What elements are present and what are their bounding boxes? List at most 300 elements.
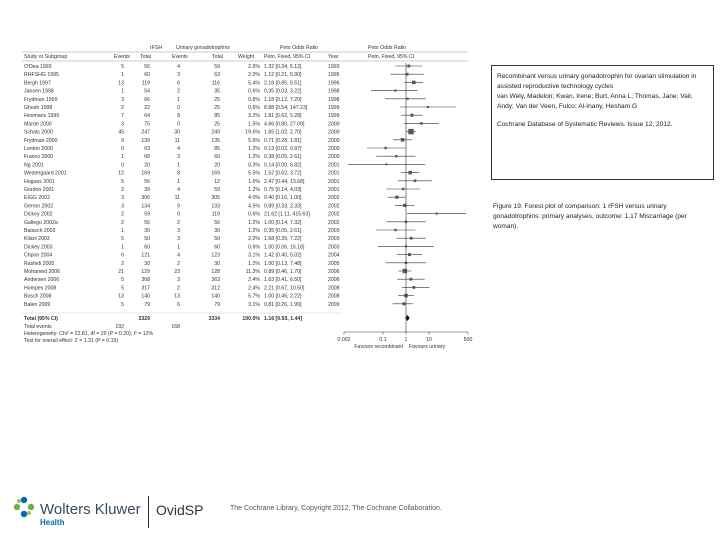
total1-cell: 134 [141, 203, 150, 210]
weight-cell: 4.5% [248, 203, 260, 210]
footer-divider [148, 496, 149, 528]
total2-cell: 56 [214, 219, 220, 226]
product-name: OvidSP [156, 502, 204, 518]
header-method2: Peto, Fixed, 95% CI [368, 54, 415, 60]
header-group1: rFSH [150, 45, 163, 51]
figure-caption: Figure 19. Forest plot of comparison: 1 rFSH versus urinary gonadotrophins: primary analyses, outcome: 1.17 Miscarriage (per woman). [493, 203, 687, 230]
axis-tick-label: 500 [463, 337, 473, 343]
events1-cell: 1 [121, 228, 124, 234]
total2-cell: 363 [211, 277, 220, 284]
header-or2: Peto Odds Ratio [368, 45, 407, 51]
study-name: Gordon 2001 [24, 187, 55, 193]
weight-cell: 1.2% [248, 228, 260, 234]
study-name: Dickey 2002 [24, 211, 53, 218]
ci-cell: 0.35 [0.03, 3.22] [264, 88, 302, 95]
study-row [24, 277, 340, 283]
year-cell: 2003 [328, 236, 340, 243]
weight-cell: 0.6% [248, 105, 260, 111]
study-name: Rashidi 2005 [24, 260, 55, 267]
weight-cell: 1.5% [248, 121, 260, 128]
study-row [24, 97, 340, 103]
ci-cell: 8.88 [0.54, 147.23] [264, 105, 308, 111]
events1-cell: 5 [121, 285, 124, 292]
citation-box [491, 65, 714, 180]
year-cell: 2003 [328, 228, 340, 234]
study-row [24, 203, 340, 209]
brand-name: Wolters Kluwer [40, 501, 141, 518]
events1-cell: 3 [121, 203, 124, 210]
total2-cell: 128 [211, 269, 220, 275]
ci-cell: 1.00 [0.14, 7.32] [264, 219, 302, 226]
total2-cell: 30 [214, 260, 220, 267]
study-name: Andersen 2006 [24, 277, 60, 284]
header-events1: Events [114, 54, 130, 60]
total1-cell: 306 [141, 195, 150, 202]
total1-cell: 56 [144, 219, 150, 226]
study-row [24, 261, 340, 267]
total2-cell: 79 [214, 301, 220, 308]
total-events1: 192 [115, 324, 124, 330]
events2-cell: 4 [177, 64, 180, 70]
study-row [24, 89, 340, 95]
events2-cell: 9 [177, 203, 180, 210]
events1-cell: 7 [121, 113, 124, 120]
total1-cell: 68 [144, 154, 150, 161]
year-cell: 2001 [328, 162, 340, 169]
study-name: Westergaard 2001 [24, 170, 67, 177]
ci-cell: 1.65 [1.02, 2.70] [264, 129, 302, 136]
total-events2: 168 [171, 324, 180, 330]
overall-effect-text: Test for overall effect: Z = 1.31 (P = 0.19) [24, 338, 119, 344]
weight-cell: 0.3% [248, 162, 260, 169]
study-row [24, 195, 340, 201]
study-row [24, 72, 340, 78]
events2-cell: 3 [177, 277, 180, 284]
year-cell: 2000 [328, 129, 340, 136]
study-name: RHFSHG 1995 [24, 72, 59, 79]
study-name: Ghosh 1998 [24, 105, 53, 111]
ci-cell: 1.18 [0.12, 7.20] [264, 96, 302, 103]
year-cell: 2006 [328, 269, 340, 275]
study-row [24, 113, 340, 119]
year-cell: 2003 [328, 244, 340, 251]
header-method1: Peto, Fixed, 95% CI [264, 54, 311, 60]
total2-cell: 60 [214, 154, 220, 161]
weight-cell: 0.6% [248, 211, 260, 218]
total2-value: 3334 [208, 316, 220, 322]
total1-cell: 169 [141, 170, 150, 177]
total1-cell: 64 [144, 113, 150, 120]
events2-cell: 3 [177, 228, 180, 234]
total2-cell: 35 [214, 88, 220, 95]
total2-cell: 25 [214, 121, 220, 128]
events2-cell: 4 [177, 187, 180, 193]
events2-cell: 11 [174, 195, 180, 202]
weight-cell: 5.7% [248, 293, 260, 300]
total2-cell: 50 [214, 236, 220, 243]
year-cell: 2002 [328, 211, 340, 218]
study-square [402, 302, 405, 305]
events2-cell: 8 [177, 113, 180, 120]
events2-cell: 0 [177, 121, 180, 128]
year-cell: 2008 [328, 293, 340, 300]
study-square [407, 98, 409, 100]
study-square [394, 90, 396, 92]
study-name: Hompes 2008 [24, 285, 57, 292]
study-row [24, 80, 340, 86]
study-square [407, 65, 410, 68]
events2-cell: 23 [174, 269, 180, 275]
study-name: Dickey 2003 [24, 244, 53, 251]
total1-value: 3329 [138, 316, 150, 322]
events1-cell: 2 [121, 211, 124, 218]
header-total2: Total [212, 54, 223, 60]
year-cell: 1996 [328, 80, 340, 87]
events2-cell: 1 [177, 178, 180, 185]
study-row [24, 162, 340, 168]
study-square [403, 269, 407, 273]
study-row [24, 269, 340, 275]
ci-cell: 1.00 [0.13, 7.48] [264, 260, 302, 267]
total2-cell: 20 [214, 162, 220, 169]
total1-cell: 75 [144, 121, 150, 128]
events2-cell: 2 [177, 219, 180, 226]
header-total1: Total [140, 54, 151, 60]
year-cell: 2002 [328, 219, 340, 226]
total2-cell: 123 [211, 252, 220, 259]
total1-cell: 66 [144, 96, 150, 103]
total2-cell: 59 [214, 64, 220, 70]
events1-cell: 12 [118, 170, 124, 177]
study-square [401, 138, 405, 142]
total-events-label: Total events [24, 324, 52, 330]
study-name: Chpon 2004 [24, 252, 53, 259]
study-row [24, 171, 340, 177]
weight-cell: 2.0% [248, 72, 260, 79]
weight-cell: 1.2% [248, 260, 260, 267]
events2-cell: 2 [177, 88, 180, 95]
total1-cell: 140 [141, 293, 150, 300]
study-name: Lenton 2000 [24, 146, 53, 152]
header-or1: Peto Odds Ratio [280, 45, 319, 51]
total1-cell: 60 [144, 244, 150, 251]
axis-left-label: Favours recombinant [354, 344, 403, 350]
total2-cell: 135 [211, 137, 220, 144]
study-square [408, 253, 411, 256]
total2-cell: 116 [211, 80, 220, 87]
events1-cell: 45 [118, 129, 124, 136]
total1-cell: 54 [144, 88, 150, 95]
total1-cell: 56 [144, 64, 150, 70]
events2-cell: 2 [177, 285, 180, 292]
weight-cell: 2.6% [248, 64, 260, 70]
total1-cell: 317 [141, 285, 150, 292]
events1-cell: 5 [121, 178, 124, 185]
year-cell: 2002 [328, 203, 340, 210]
total-weight: 100.0% [242, 316, 260, 322]
year-cell: 2000 [328, 121, 340, 128]
weight-cell: 5.6% [248, 137, 260, 144]
total2-cell: 25 [214, 105, 220, 111]
year-cell: 2009 [328, 301, 340, 308]
study-row [24, 212, 340, 218]
year-cell: 2001 [328, 170, 340, 177]
study-name: Kilani 2003 [24, 236, 50, 243]
events2-cell: 6 [177, 80, 180, 87]
study-square [414, 180, 417, 183]
year-cell: 1998 [328, 96, 340, 103]
events1-cell: 5 [121, 64, 124, 70]
events1-cell: 3 [121, 121, 124, 128]
weight-cell: 1.2% [248, 187, 260, 193]
study-row [24, 121, 340, 127]
study-square [395, 155, 397, 157]
ci-cell: 0.89 [0.33, 2.33] [264, 203, 302, 210]
study-name: Bosch 2008 [24, 293, 52, 300]
total1-cell: 20 [144, 162, 150, 169]
study-name: Schats 2000 [24, 129, 53, 136]
events2-cell: 3 [177, 72, 180, 79]
study-row [24, 187, 340, 193]
events1-cell: 1 [121, 244, 124, 251]
study-name: EIGG 2002 [24, 195, 50, 202]
forest-plot [22, 43, 473, 373]
events2-cell: 1 [177, 244, 180, 251]
total1-cell: 139 [141, 137, 150, 144]
events1-cell: 21 [118, 269, 124, 275]
study-row [24, 302, 340, 308]
events2-cell: 4 [177, 252, 180, 259]
year-cell: 1995 [328, 72, 340, 79]
total2-cell: 59 [214, 187, 220, 193]
heterogeneity-text: Heterogeneity: Chi² = 22.81, df = 29 (P = 0.20); I² = 12% [24, 331, 154, 337]
total2-cell: 249 [211, 129, 220, 136]
study-row [24, 244, 340, 250]
weight-cell: 1.6% [248, 178, 260, 185]
ci-cell: 1.32 [0.34, 5.12] [264, 64, 302, 70]
study-name: Gerron 2002 [24, 203, 54, 210]
study-row [24, 253, 340, 259]
weight-cell: 5.4% [248, 80, 260, 87]
axis-tick-label: 1 [404, 337, 408, 343]
events1-cell: 2 [121, 260, 124, 267]
ci-cell: 2.47 [0.44, 13.68] [264, 178, 305, 185]
total1-cell: 129 [141, 269, 150, 275]
events2-cell: 3 [177, 236, 180, 243]
ci-cell: 0.40 [0.16, 1.00] [264, 195, 302, 202]
study-square [409, 278, 412, 281]
total1-cell: 368 [141, 277, 150, 284]
ci-cell: 0.75 [0.14, 4.03] [264, 187, 302, 193]
year-cell: 1998 [328, 88, 340, 95]
year-cell: 2005 [328, 260, 340, 267]
study-row [24, 154, 340, 160]
total1-cell: 56 [144, 178, 150, 185]
study-row [24, 146, 340, 152]
study-name: Ng 2001 [24, 162, 44, 169]
weight-cell: 0.6% [248, 88, 260, 95]
weight-cell: 1.2% [248, 154, 260, 161]
total-ci: 1.16 [0.93, 1.44] [264, 316, 303, 322]
total2-cell: 12 [214, 178, 220, 185]
ci-cell: 1.52 [0.62, 3.72] [264, 170, 302, 177]
study-square [410, 237, 413, 240]
weight-cell: 3.2% [248, 113, 260, 120]
events1-cell: 13 [118, 293, 124, 300]
year-cell: 1993 [328, 64, 340, 70]
events2-cell: 1 [177, 96, 180, 103]
ci-cell: 1.00 [0.06, 16.18] [264, 244, 305, 251]
events1-cell: 2 [121, 105, 124, 111]
ci-cell: 1.12 [0.21, 5.90] [264, 72, 302, 79]
study-name: Frydman 1999 [24, 96, 58, 103]
events1-cell: 2 [121, 187, 124, 193]
axis-tick-label: 0.002 [337, 337, 351, 343]
events2-cell: 6 [177, 301, 180, 308]
events1-cell: 0 [121, 146, 124, 152]
study-row [24, 236, 340, 242]
study-name: Gallego 2002a [24, 219, 58, 226]
events1-cell: 1 [121, 72, 124, 79]
total2-cell: 85 [214, 113, 220, 120]
header-study: Study or Subgroup [24, 54, 68, 60]
events1-cell: 0 [121, 162, 124, 169]
study-square [412, 81, 415, 84]
study-row [24, 220, 340, 226]
events1-cell: 13 [118, 80, 124, 87]
weight-cell: 1.2% [248, 219, 260, 226]
ci-cell: 0.71 [0.28, 1.81] [264, 137, 302, 144]
year-cell: 2001 [328, 178, 340, 185]
events2-cell: 30 [174, 129, 180, 136]
weight-cell: 2.4% [248, 285, 260, 292]
ci-cell: 1.63 [0.41, 6.50] [264, 277, 302, 284]
study-square [420, 122, 423, 125]
year-cell: 2006 [328, 277, 340, 284]
axis-right-label: Favours urinary [409, 344, 446, 350]
events1-cell: 3 [121, 96, 124, 103]
ci-cell: 0.38 [0.05, 2.61] [264, 154, 302, 161]
study-square [402, 188, 404, 190]
ci-cell: 21.62 [1.11, 415.63] [264, 211, 310, 218]
events1-cell: 6 [121, 252, 124, 259]
weight-cell: 4.0% [248, 195, 260, 202]
year-cell: 2000 [328, 137, 340, 144]
ci-cell: 1.81 [0.62, 5.28] [264, 113, 302, 120]
study-name: Hugues 2001 [24, 178, 55, 185]
study-square [395, 196, 398, 199]
weight-cell: 3.1% [248, 301, 260, 308]
ci-cell: 0.89 [0.46, 1.70] [264, 269, 302, 275]
events1-cell: 5 [121, 277, 124, 284]
total1-cell: 50 [144, 236, 150, 243]
study-square [436, 213, 438, 215]
year-cell: 2008 [328, 285, 340, 292]
study-square [408, 171, 412, 175]
total1-cell: 59 [144, 211, 150, 218]
events2-cell: 1 [177, 162, 180, 169]
total2-cell: 133 [211, 203, 220, 210]
events1-cell: 5 [121, 236, 124, 243]
total1-cell: 60 [144, 72, 150, 79]
weight-cell: 5.5% [248, 170, 260, 177]
study-square [427, 106, 429, 108]
events2-cell: 3 [177, 154, 180, 161]
study-row [24, 285, 340, 291]
ci-cell: 0.13 [0.02, 0.97] [264, 146, 302, 152]
weight-cell: 1.2% [248, 146, 260, 152]
study-name: Mohamed 2006 [24, 269, 61, 275]
weight-cell: 0.8% [248, 96, 260, 103]
weight-cell: 2.4% [248, 277, 260, 284]
ci-cell: 0.14 [0.00, 6.82] [264, 162, 302, 169]
study-row [24, 130, 340, 136]
events2-cell: 0 [177, 211, 180, 218]
total2-cell: 30 [214, 228, 220, 234]
header-weight: Weight [238, 54, 255, 60]
study-name: Franco 2000 [24, 154, 54, 161]
header-year: Year [328, 54, 339, 60]
weight-cell: 19.6% [245, 129, 260, 136]
total1-cell: 247 [141, 129, 150, 136]
total2-cell: 169 [211, 170, 220, 177]
total2-cell: 63 [214, 72, 220, 79]
total2-cell: 305 [211, 195, 220, 202]
study-square [410, 114, 413, 117]
review-source: Cochrane Database of Systematic Reviews. Issue 12, 2012. [497, 121, 673, 128]
total1-cell: 22 [144, 105, 150, 111]
total1-cell: 79 [144, 301, 150, 308]
total1-cell: 63 [144, 146, 150, 152]
ci-cell: 1.68 [0.39, 7.22] [264, 236, 302, 243]
study-square [413, 286, 416, 289]
ci-cell: 4.66 [0.80, 27.09] [264, 121, 305, 128]
wolters-kluwer-logo-icon [12, 495, 36, 519]
study-row [24, 179, 340, 185]
ci-cell: 0.35 [0.05, 2.61] [264, 228, 302, 234]
events1-cell: 5 [121, 301, 124, 308]
total1-cell: 39 [144, 187, 150, 193]
study-name: Jansen 1998 [24, 88, 54, 95]
study-square [408, 129, 413, 134]
study-square [394, 229, 396, 231]
total1-cell: 30 [144, 260, 150, 267]
events2-cell: 4 [177, 146, 180, 152]
total2-cell: 140 [211, 293, 220, 300]
year-cell: 2004 [328, 252, 340, 259]
year-cell: 2000 [328, 146, 340, 152]
study-row [24, 228, 340, 234]
study-row [24, 64, 340, 70]
total1-cell: 119 [141, 80, 150, 87]
review-authors: van Wely, Madelon; Kwan, Irene; Burt, Anna L; Thomas, Jane; Vail, Andy; Van der Veen, Fulco; Al-Inany, Hesham G [497, 93, 693, 110]
ci-cell: 2.21 [0.67, 10.50] [264, 285, 305, 292]
study-name: Balen 2009 [24, 301, 51, 308]
study-name: Balasch 2003 [24, 228, 56, 234]
weight-cell: 3.1% [248, 252, 260, 259]
total2-cell: 85 [214, 146, 220, 152]
total2-cell: 60 [214, 244, 220, 251]
review-title: Recombinant versus urinary gonadotrophin for ovarian stimulation in assisted reproductive technology cycles [497, 73, 697, 90]
copyright-text: The Cochrane Library, Copyright 2012, The Cochrane Collaboration. [230, 505, 442, 512]
study-row [24, 138, 340, 144]
events2-cell: 2 [177, 260, 180, 267]
year-cell: 1999 [328, 105, 340, 111]
ci-cell: 2.18 [0.85, 5.51] [264, 80, 302, 87]
events2-cell: 8 [177, 170, 180, 177]
events1-cell: 9 [121, 137, 124, 144]
events1-cell: 1 [121, 88, 124, 95]
